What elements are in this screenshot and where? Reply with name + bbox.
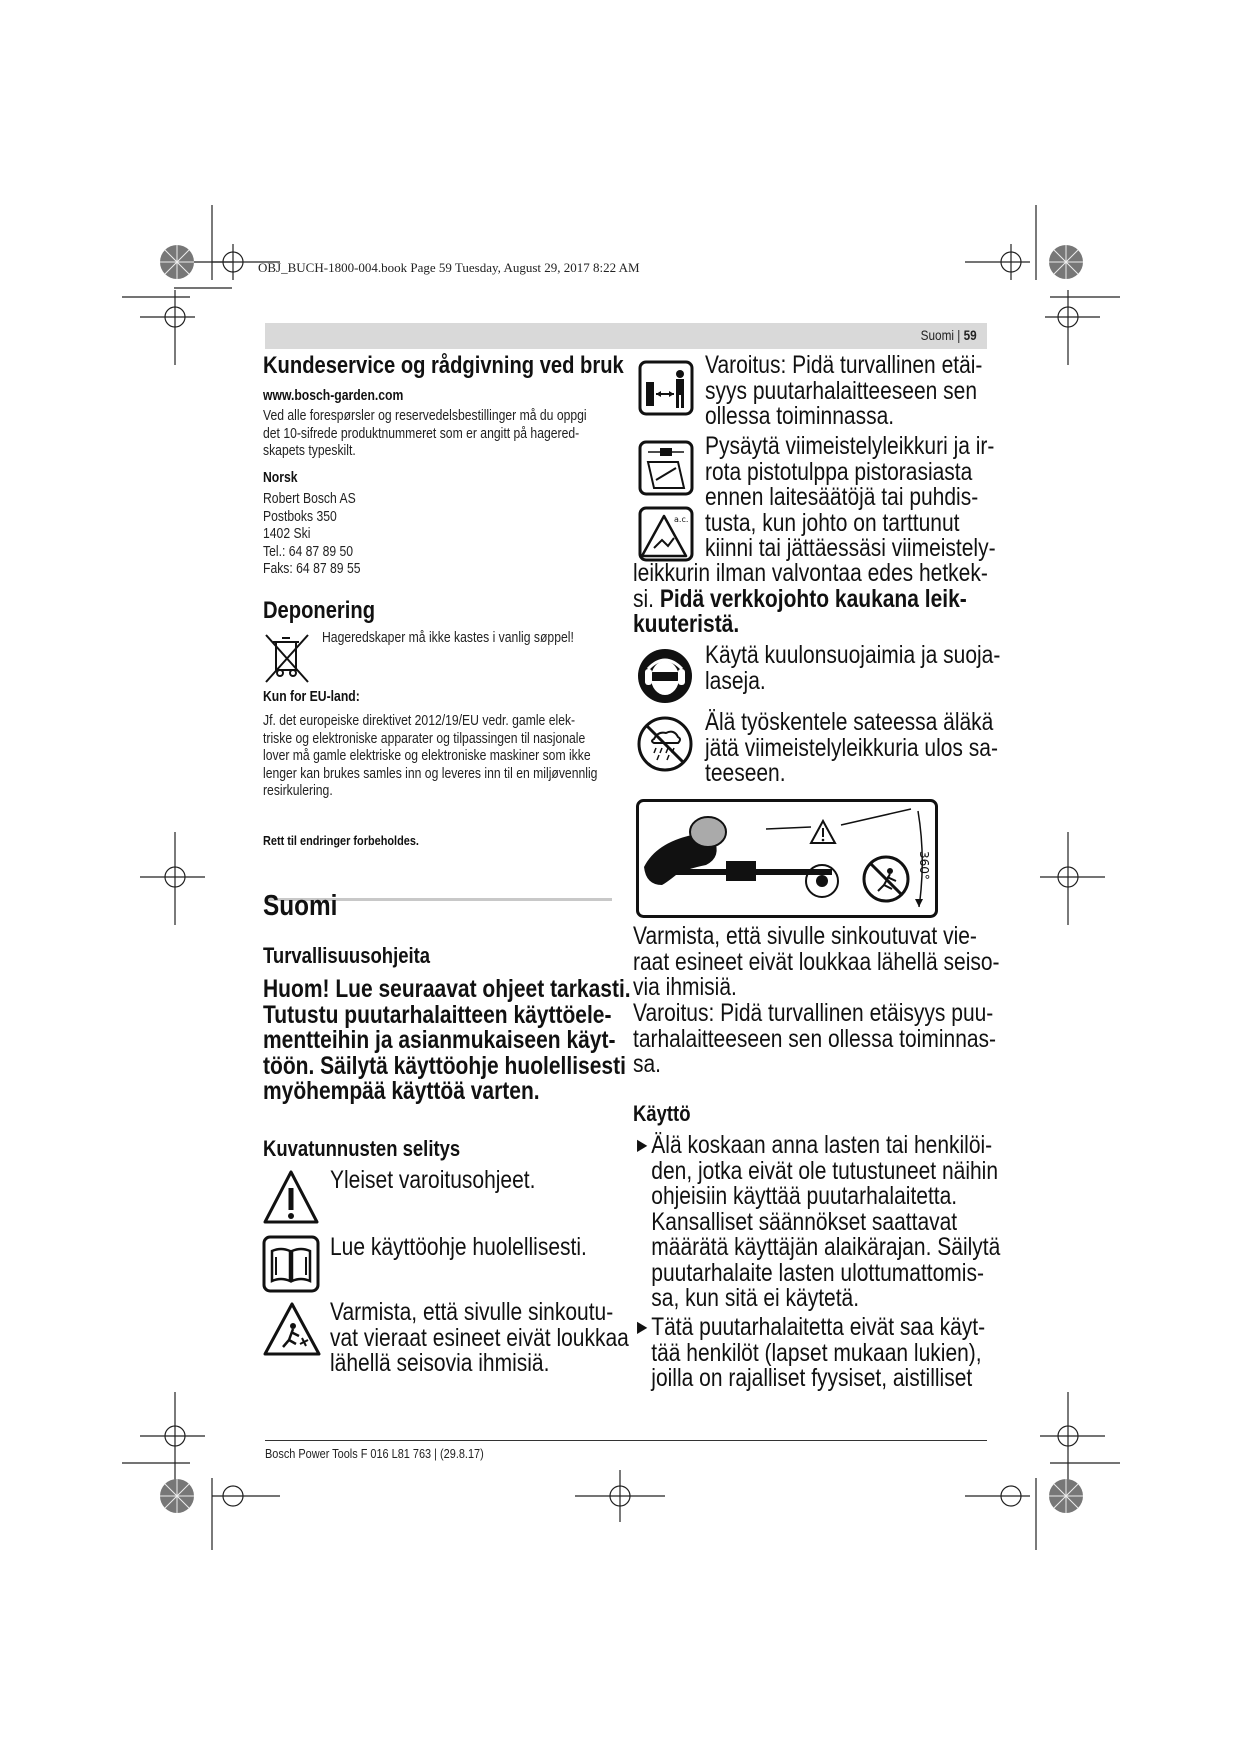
safety-warning: Huom! Lue seuraavat ohjeet tarkasti. Tutustu puutarhalaitteen käyttöele- mentteihin ja asianmukaiseen käyt- töön. Säilytä käyttöohje huolellisesti myöhempää käyttöä varten. bbox=[263, 975, 631, 1105]
ac-cable-warning-icon bbox=[638, 506, 694, 567]
flying-objects-warning-icon bbox=[262, 1300, 322, 1363]
running-head-separator: | bbox=[957, 327, 961, 343]
svg-text:a.c.: a.c. bbox=[674, 515, 689, 524]
service-title: Kundeservice og rådgivning ved bruk bbox=[263, 352, 624, 379]
cable-warning-bold: Pidä verkkojohto kaukana leik- bbox=[659, 584, 967, 613]
suomi-title: Suomi bbox=[263, 890, 338, 922]
crossed-bin-icon bbox=[262, 632, 312, 691]
no-rain-icon bbox=[636, 715, 694, 778]
symbol-read-manual-text: Lue käyttöohje huolellisesti. bbox=[330, 1233, 587, 1261]
unplug-manual-icon bbox=[638, 440, 694, 501]
disposal-bin-text: Hageredskaper må ikke kastes i vanlig søppel! bbox=[322, 630, 574, 646]
eu-title: Kun for EU-land: bbox=[263, 689, 360, 705]
bullet-marker: ▶ bbox=[637, 1319, 648, 1336]
cable-warning-bold-tail: kuuteristä. bbox=[633, 610, 740, 638]
read-manual-icon bbox=[262, 1235, 320, 1298]
symbol-flying-objects-text: Varmista, että sivulle sinkoutu- vat vieraat esineet eivät loukkaa lähellä seisovia ihmisiä. bbox=[330, 1298, 629, 1377]
service-url: www.bosch-garden.com bbox=[263, 388, 404, 404]
ear-eye-protection-text: Käytä kuulonsuojaimia ja suoja- laseja. bbox=[705, 641, 1001, 695]
running-head-language: Suomi bbox=[920, 327, 955, 343]
service-country: Norsk bbox=[263, 470, 298, 486]
use-title: Käyttö bbox=[633, 1101, 691, 1126]
symbol-general-warning-text: Yleiset varoitusohjeet. bbox=[330, 1166, 536, 1194]
no-rain-text: Älä työskentele sateessa äläkä jätä viimeistelyleikkuria ulos sa- teeseen. bbox=[705, 708, 998, 787]
flying-objects-text: Varmista, että sivulle sinkoutuvat vie- raat esineet eivät loukkaa lähellä seiso- via ihmisiä. bbox=[633, 922, 1000, 1001]
service-intro: Ved alle forespørsler og reservedelsbestillinger må du oppgi det 10-sifrede produktnummeret som er angitt på hagered- skapets typeskilt. bbox=[263, 408, 587, 459]
print-header: OBJ_BUCH-1800-004.book Page 59 Tuesday, August 29, 2017 8:22 AM bbox=[258, 260, 640, 275]
ear-eye-protection-icon bbox=[636, 647, 694, 710]
symbols-title: Kuvatunnusten selitys bbox=[263, 1136, 461, 1161]
page-number: 59 bbox=[963, 327, 977, 343]
warning-triangle-icon bbox=[262, 1168, 320, 1231]
rights-note: Rett til endringer forbeholdes. bbox=[263, 833, 419, 848]
bullet-marker: ▶ bbox=[637, 1137, 648, 1154]
safety-title: Turvallisuusohjeita bbox=[263, 943, 431, 968]
unplug-text: Pysäytä viimeistelyleikkuri ja ir- rota pistotulppa pistorasiasta ennen laitesäätöjä tai puhdis- tusta, kun johto on tarttunut kiinni tai jättäessäsi viimeistely- bbox=[705, 432, 996, 562]
service-address: Robert Bosch AS Postboks 350 1402 Ski Tel.: 64 87 89 50 Faks: 64 87 89 55 bbox=[263, 491, 361, 577]
safe-distance-text: Varoitus: Pidä turvallinen etäi- syys puutarhalaitteeseen sen ollessa toiminnassa. bbox=[705, 351, 983, 430]
running-head bbox=[265, 323, 987, 349]
safe-distance-icon bbox=[638, 360, 694, 421]
disposal-title: Deponering bbox=[263, 597, 376, 624]
safe-distance-text-2: Varoitus: Pidä turvallinen etäisyys puu- tarhalaitteeseen sen ollessa toiminnas- sa. bbox=[633, 999, 997, 1078]
footer-rule bbox=[265, 1440, 987, 1441]
bullet-2: ▶ Tätä puutarhalaitetta eivät saa käyt- tää henkilöt (lapset mukaan lukien), joilla on rajalliset fyysiset, aistilliset bbox=[637, 1313, 986, 1392]
eu-text: Jf. det europeiske direktivet 2012/19/EU vedr. gamle elek- triske og elektroniske apparater og tilpassingen til nasjonale lover må gamle elektriske og elektroniske maskiner som ikke lenger kan brukes samles inn og leveres inn til en miljøvennlig resirkulering. bbox=[263, 713, 598, 799]
footer-text: Bosch Power Tools F 016 L81 763 | (29.8.17) bbox=[265, 1446, 484, 1461]
unplug-text-continued: leikkurin ilman valvontaa edes hetkek- si. Pidä verkkojohto kaukana leik- kuuteristä. bbox=[633, 559, 988, 638]
trimmer-360-illustration bbox=[636, 799, 938, 923]
bullet-1: ▶ Älä koskaan anna lasten tai henkilöi- den, jotka eivät ole tutustuneet näihin ohjeisiin käyttää puutarhalaitetta. Kansalliset säännökset saattavat määrätä käyttäjän alaikärajan. Säilytä puutarhalaite lasten ulottumattomis- sa, kun sitä ei käytetä. bbox=[637, 1131, 1001, 1312]
rotation-label: 360° bbox=[917, 851, 931, 880]
